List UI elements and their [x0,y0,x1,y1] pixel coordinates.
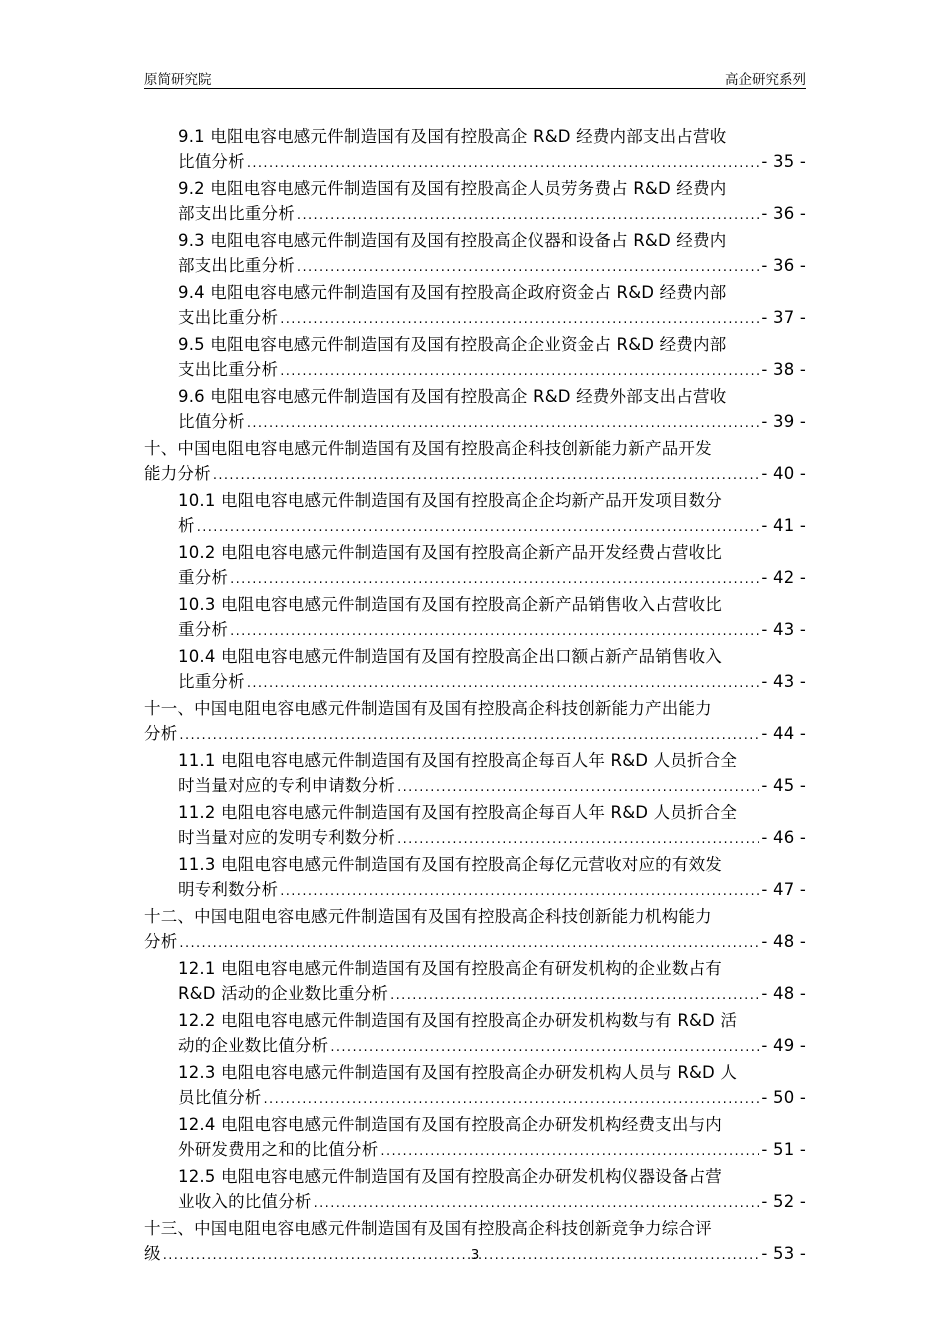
toc-entry-title: 12.3 电阻电容电感元件制造国有及国有控股高企办研发机构人员与 R&D 人 [178,1063,738,1082]
toc-entry-continuation [178,825,806,852]
toc-entry-title-cont: 员比值分析 [178,1088,262,1107]
toc-entry-continuation [178,565,806,592]
toc-entry-page: - 39 - [761,412,806,431]
toc-entry-continuation [178,513,806,540]
toc-entry-continuation [178,981,806,1008]
toc-entry-title: 9.5 电阻电容电感元件制造国有及国有控股高企企业资金占 R&D 经费内部 [178,335,727,354]
toc-entry-page: - 36 - [761,256,806,275]
dot-leader [297,255,760,280]
toc-entry-continuation [144,721,806,748]
toc-entry-title-cont: 能力分析 [144,464,211,483]
toc-entry-continuation [178,877,806,904]
toc-entry-title-cont: 时当量对应的发明专利数分析 [178,828,396,847]
toc-entry-page: - 40 - [761,464,806,483]
dot-leader [264,1087,760,1112]
toc-entry-title-cont: 部支出比重分析 [178,204,295,223]
dot-leader [247,671,760,696]
toc-entry-title: 10.4 电阻电容电感元件制造国有及国有控股高企出口额占新产品销售收入 [178,647,722,666]
toc-entry-page: - 37 - [761,308,806,327]
toc-entry-continuation [178,201,806,228]
toc-entry-title: 9.4 电阻电容电感元件制造国有及国有控股高企政府资金占 R&D 经费内部 [178,283,727,302]
toc-entry-title-cont: 级 [144,1244,161,1263]
toc-entry[interactable] [144,540,806,592]
toc-entry[interactable] [144,280,806,332]
dot-leader [397,775,759,800]
toc-entry[interactable] [144,1008,806,1060]
toc-entry[interactable] [144,644,806,696]
dot-leader [280,307,759,332]
toc-entry-title-cont: 支出比重分析 [178,360,279,379]
toc-entry-page: - 41 - [761,516,806,535]
toc-entry-title-cont: 析 [178,516,195,535]
toc-entry-title-cont: R&D 活动的企业数比重分析 [178,984,389,1003]
toc-entry-title-cont: 支出比重分析 [178,308,279,327]
toc-entry-continuation [178,409,806,436]
dot-leader [230,619,759,644]
toc-entry-title: 9.1 电阻电容电感元件制造国有及国有控股高企 R&D 经费内部支出占营收 [178,127,727,146]
toc-entry-title: 12.4 电阻电容电感元件制造国有及国有控股高企办研发机构经费支出与内 [178,1115,722,1134]
toc-entry[interactable] [144,488,806,540]
toc-entry[interactable] [144,228,806,280]
dot-leader [390,983,759,1008]
table-of-contents [144,124,806,1268]
toc-entry-page: - 36 - [761,204,806,223]
toc-entry-page: - 44 - [761,724,806,743]
toc-entry-title: 10.1 电阻电容电感元件制造国有及国有控股高企企均新产品开发项目数分 [178,491,722,510]
toc-entry-title: 11.2 电阻电容电感元件制造国有及国有控股高企每百人年 R&D 人员折合全 [178,803,738,822]
toc-entry-title: 10.2 电阻电容电感元件制造国有及国有控股高企新产品开发经费占营收比 [178,543,722,562]
toc-entry[interactable] [144,904,806,956]
toc-entry[interactable] [144,800,806,852]
toc-entry-continuation [178,1033,806,1060]
dot-leader [280,359,759,384]
dot-leader [397,827,759,852]
dot-leader [197,515,760,540]
toc-entry-title: 11.1 电阻电容电感元件制造国有及国有控股高企每百人年 R&D 人员折合全 [178,751,738,770]
toc-entry-title: 十三、中国电阻电容电感元件制造国有及国有控股高企科技创新竞争力综合评 [144,1219,712,1238]
toc-entry-title: 9.2 电阻电容电感元件制造国有及国有控股高企人员劳务费占 R&D 经费内 [178,179,727,198]
dot-leader [179,931,759,956]
toc-entry[interactable] [144,696,806,748]
toc-entry[interactable] [144,956,806,1008]
toc-entry-continuation [178,617,806,644]
dot-leader [247,151,760,176]
toc-entry-title: 12.1 电阻电容电感元件制造国有及国有控股高企有研发机构的企业数占有 [178,959,722,978]
toc-entry-page: - 42 - [761,568,806,587]
toc-entry-title: 9.3 电阻电容电感元件制造国有及国有控股高企仪器和设备占 R&D 经费内 [178,231,727,250]
toc-entry-continuation [178,1189,806,1216]
toc-entry-continuation [178,149,806,176]
toc-entry-title-cont: 比值分析 [178,412,245,431]
toc-entry-page: - 49 - [761,1036,806,1055]
toc-entry[interactable] [144,1112,806,1164]
toc-entry-continuation [178,357,806,384]
toc-entry-title-cont: 分析 [144,724,178,743]
toc-entry-page: - 51 - [761,1140,806,1159]
header-org-name: 原简研究院 [144,72,212,88]
toc-entry-title-cont: 时当量对应的专利申请数分析 [178,776,396,795]
toc-entry-title: 十二、中国电阻电容电感元件制造国有及国有控股高企科技创新能力机构能力 [144,907,712,926]
toc-entry-page: - 52 - [761,1192,806,1211]
dot-leader [380,1139,759,1164]
toc-entry[interactable] [144,748,806,800]
toc-entry-page: - 43 - [761,672,806,691]
toc-entry[interactable] [144,1164,806,1216]
toc-entry-title-cont: 部支出比重分析 [178,256,295,275]
dot-leader [297,203,760,228]
toc-entry-page: - 35 - [761,152,806,171]
toc-entry-title: 9.6 电阻电容电感元件制造国有及国有控股高企 R&D 经费外部支出占营收 [178,387,727,406]
toc-entry[interactable] [144,436,806,488]
toc-entry-continuation [178,1137,806,1164]
toc-entry-title-cont: 比值分析 [178,152,245,171]
toc-entry-page: - 48 - [761,932,806,951]
toc-entry-page: - 43 - [761,620,806,639]
toc-entry-title: 11.3 电阻电容电感元件制造国有及国有控股高企每亿元营收对应的有效发 [178,855,722,874]
dot-leader [247,411,760,436]
toc-entry-continuation [178,1085,806,1112]
toc-entry-title-cont: 分析 [144,932,178,951]
toc-entry-continuation [178,773,806,800]
dot-leader [314,1191,760,1216]
dot-leader [230,567,759,592]
toc-entry-page: - 53 - [761,1244,806,1263]
toc-entry-title-cont: 重分析 [178,568,229,587]
toc-entry-title-cont: 动的企业数比值分析 [178,1036,329,1055]
toc-entry-title: 12.2 电阻电容电感元件制造国有及国有控股高企办研发机构数与有 R&D 活 [178,1011,738,1030]
toc-entry-continuation [178,305,806,332]
toc-entry-page: - 48 - [761,984,806,1003]
dot-leader [330,1035,759,1060]
toc-entry-title: 十、中国电阻电容电感元件制造国有及国有控股高企科技创新能力新产品开发 [144,439,712,458]
toc-entry-page: - 46 - [761,828,806,847]
toc-entry-title: 10.3 电阻电容电感元件制造国有及国有控股高企新产品销售收入占营收比 [178,595,722,614]
dot-leader [280,879,759,904]
toc-entry-continuation [144,929,806,956]
page-header [144,66,806,89]
toc-entry[interactable] [144,176,806,228]
toc-entry[interactable] [144,592,806,644]
toc-entry-title: 十一、中国电阻电容电感元件制造国有及国有控股高企科技创新能力产出能力 [144,699,712,718]
toc-entry[interactable] [144,852,806,904]
dot-leader [213,463,760,488]
toc-entry-title-cont: 外研发费用之和的比值分析 [178,1140,379,1159]
toc-entry-page: - 50 - [761,1088,806,1107]
toc-entry[interactable] [144,1060,806,1112]
toc-entry-page: - 45 - [761,776,806,795]
toc-entry-page: - 47 - [761,880,806,899]
toc-entry-continuation [178,253,806,280]
toc-entry-title-cont: 重分析 [178,620,229,639]
toc-entry-continuation [144,461,806,488]
toc-entry-title: 12.5 电阻电容电感元件制造国有及国有控股高企办研发机构仪器设备占营 [178,1167,722,1186]
toc-entry-title-cont: 业收入的比值分析 [178,1192,312,1211]
toc-entry-continuation [178,669,806,696]
toc-entry-page: - 38 - [761,360,806,379]
header-series-name: 高企研究系列 [725,72,806,88]
toc-entry-title-cont: 比重分析 [178,672,245,691]
toc-entry-title-cont: 明专利数分析 [178,880,279,899]
toc-entry[interactable] [144,124,806,176]
toc-entry[interactable] [144,384,806,436]
dot-leader [179,723,759,748]
toc-entry[interactable] [144,332,806,384]
page-number: 3 [470,1247,480,1263]
